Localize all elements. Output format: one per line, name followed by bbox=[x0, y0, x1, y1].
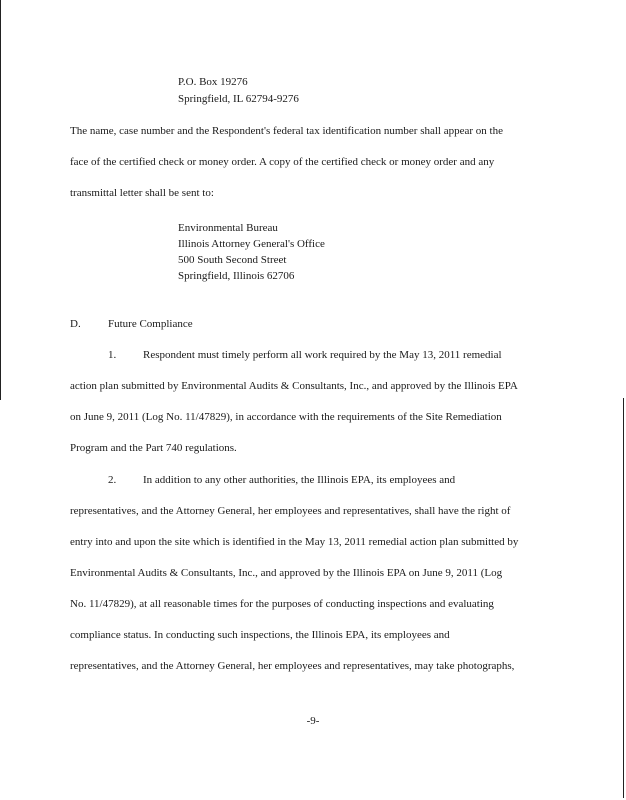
address-1-line-2: Springfield, IL 62794-9276 bbox=[178, 93, 299, 105]
paragraph-line: on June 9, 2011 (Log No. 11/47829), in accordance with the requirements of the Site Remediation bbox=[70, 411, 502, 423]
address-2-line-1: Environmental Bureau bbox=[178, 222, 278, 234]
page-number: -9- bbox=[306, 715, 320, 727]
paragraph-line: Environmental Audits & Consultants, Inc., and approved by the Illinois EPA on June 9, 2011 (Log bbox=[70, 567, 503, 579]
paragraph-line: representatives, and the Attorney General, her employees and representatives, shall have the right of bbox=[70, 505, 511, 517]
paragraph-line: action plan submitted by Environmental Audits & Consultants, Inc., and approved by the Illinois EPA bbox=[70, 380, 518, 392]
paragraph-line: Program and the Part 740 regulations. bbox=[70, 442, 237, 454]
item-2-number: 2. bbox=[108, 474, 117, 486]
address-2-line-4: Springfield, Illinois 62706 bbox=[178, 270, 295, 282]
paragraph-line: transmittal letter shall be sent to: bbox=[70, 187, 214, 199]
scan-edge-left bbox=[0, 0, 1, 400]
paragraph-line: No. 11/47829), at all reasonable times for the purposes of conducting inspections and evaluating bbox=[70, 598, 494, 610]
address-2-line-2: Illinois Attorney General's Office bbox=[178, 238, 325, 250]
section-letter: D. bbox=[70, 318, 81, 330]
paragraph-line: entry into and upon the site which is identified in the May 13, 2011 remedial action plan submitted by bbox=[70, 536, 519, 548]
item-1-number: 1. bbox=[108, 349, 117, 361]
scan-edge-right bbox=[623, 398, 624, 798]
paragraph-line: In addition to any other authorities, the Illinois EPA, its employees and bbox=[143, 474, 456, 486]
paragraph-line: The name, case number and the Respondent's federal tax identification number shall appear on the bbox=[70, 125, 503, 137]
section-title: Future Compliance bbox=[108, 318, 193, 330]
address-2-line-3: 500 South Second Street bbox=[178, 254, 287, 266]
address-1-line-1: P.O. Box 19276 bbox=[178, 76, 248, 88]
paragraph-line: compliance status. In conducting such inspections, the Illinois EPA, its employees and bbox=[70, 629, 450, 641]
paragraph-line: face of the certified check or money order. A copy of the certified check or money order and any bbox=[70, 156, 495, 168]
paragraph-line: representatives, and the Attorney General, her employees and representatives, may take photographs, bbox=[70, 660, 515, 672]
paragraph-line: Respondent must timely perform all work required by the May 13, 2011 remedial bbox=[143, 349, 502, 361]
